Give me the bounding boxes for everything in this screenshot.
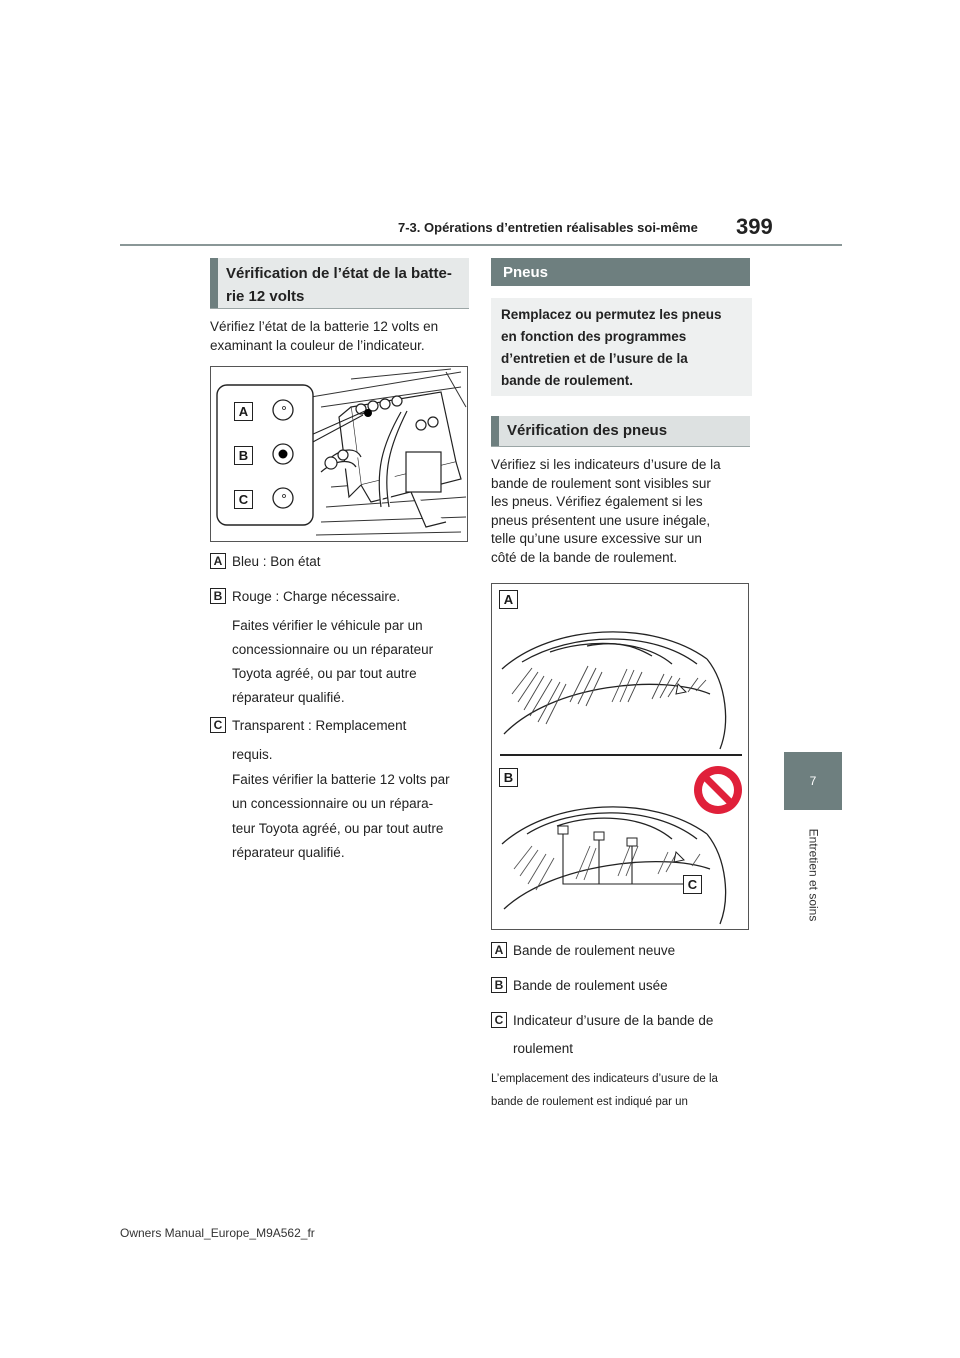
battery-item-b-details: [232, 614, 433, 710]
battery-figure-label-c: C: [234, 490, 253, 509]
b-cont-line: concessionnaire ou un réparateur: [232, 642, 434, 657]
tire-para-line: côté de la bande de roulement.: [491, 549, 678, 565]
c-cont-line: teur Toyota agréé, ou par tout autre: [232, 820, 444, 836]
tire-note: [491, 1068, 718, 1114]
tire-item-c-cont: roulement: [513, 1041, 574, 1056]
tires-summary-line: bande de roulement.: [501, 373, 634, 388]
tire-figure-label-b: B: [499, 768, 518, 787]
tire-figure-label-c: C: [683, 875, 702, 894]
chapter-tab[interactable]: [784, 752, 842, 810]
tag-b: B: [491, 977, 507, 993]
battery-intro: [210, 318, 472, 355]
c-cont-line: requis.: [232, 747, 273, 762]
battery-figure: [210, 366, 468, 542]
battery-intro-line2: examinant la couleur de l’indicateur.: [210, 337, 425, 353]
c-cont-line: un concessionnaire ou un répara-: [232, 796, 434, 811]
tires-heading: Pneus: [491, 258, 750, 286]
battery-item-c-text: Transparent : Remplacement: [232, 718, 407, 733]
b-cont-line: Faites vérifier le véhicule par un: [232, 618, 423, 633]
tire-para-line: Vérifiez si les indicateurs d’usure de la: [491, 457, 721, 472]
battery-item-c: [210, 717, 407, 733]
chapter-label-text: Entretien et soins: [806, 828, 820, 922]
tires-summary-line: Remplacez ou permutez les pneus: [501, 307, 722, 322]
heading-rule: [210, 308, 469, 309]
tire-para-line: bande de roulement sont visibles sur: [491, 475, 711, 491]
tire-item-a-text: Bande de roulement neuve: [513, 943, 676, 958]
battery-heading-line1: Vérification de l’état de la batte-: [226, 265, 452, 282]
section-title: 7-3. Opérations d’entretien réalisables soi-même: [398, 220, 698, 235]
battery-section-heading: [210, 258, 469, 308]
tire-figure: [491, 583, 749, 930]
battery-item-c-details: [232, 743, 450, 866]
tire-item-c: [491, 1012, 714, 1028]
chapter-label: [784, 820, 842, 930]
indicator-eye: [364, 409, 372, 417]
battery-figure-label-a: A: [234, 402, 253, 421]
tag-a: A: [210, 553, 226, 569]
chapter-number: 7: [809, 774, 817, 788]
battery-item-a: [210, 553, 321, 569]
tire-check-paragraph: [491, 456, 753, 567]
tires-summary-line: d’entretien et de l’usure de la: [501, 351, 688, 366]
battery-item-a-text: Bleu : Bon état: [232, 554, 321, 569]
tire-illustration: [492, 584, 748, 929]
tires-summary-line: en fonction des programmes: [501, 329, 687, 344]
tire-para-line: pneus présentent une usure inégale,: [491, 512, 711, 528]
tag-c: C: [491, 1012, 507, 1028]
tire-check-heading: Vérification des pneus: [491, 416, 750, 446]
tire-para-line: les pneus. Vérifiez également si les: [491, 494, 703, 509]
tire-para-line: telle qu’une usure excessive sur un: [491, 531, 702, 546]
battery-figure-label-b: B: [234, 446, 253, 465]
header-rule: [120, 244, 842, 246]
footer-text: Owners Manual_Europe_M9A562_fr: [120, 1226, 315, 1240]
tire-note-line: L’emplacement des indicateurs d’usure de la: [491, 1073, 718, 1085]
battery-item-b: [210, 588, 401, 604]
b-cont-line: réparateur qualifié.: [232, 690, 345, 705]
tag-a: A: [491, 942, 507, 958]
tire-figure-label-a: A: [499, 590, 518, 609]
tire-note-line: bande de roulement est indiqué par un: [491, 1096, 688, 1108]
battery-item-b-text: Rouge : Charge nécessaire.: [232, 589, 401, 604]
tag-b: B: [210, 588, 226, 604]
battery-heading-line2: rie 12 volts: [226, 288, 305, 305]
tires-summary-box: [491, 298, 752, 396]
c-cont-line: réparateur qualifié.: [232, 845, 345, 860]
tire-item-a: [491, 942, 676, 958]
tire-item-b: [491, 977, 668, 993]
c-cont-line: Faites vérifier la batterie 12 volts par: [232, 771, 450, 787]
tire-item-c-text: Indicateur d’usure de la bande de: [513, 1013, 714, 1028]
tire-item-b-text: Bande de roulement usée: [513, 978, 668, 993]
tag-c: C: [210, 717, 226, 733]
prohibited-icon: [694, 766, 742, 814]
battery-intro-line1: Vérifiez l’état de la batterie 12 volts en: [210, 319, 439, 334]
b-cont-line: Toyota agréé, ou par tout autre: [232, 666, 417, 681]
page-number: 399: [736, 214, 773, 239]
heading-rule: [491, 446, 750, 447]
